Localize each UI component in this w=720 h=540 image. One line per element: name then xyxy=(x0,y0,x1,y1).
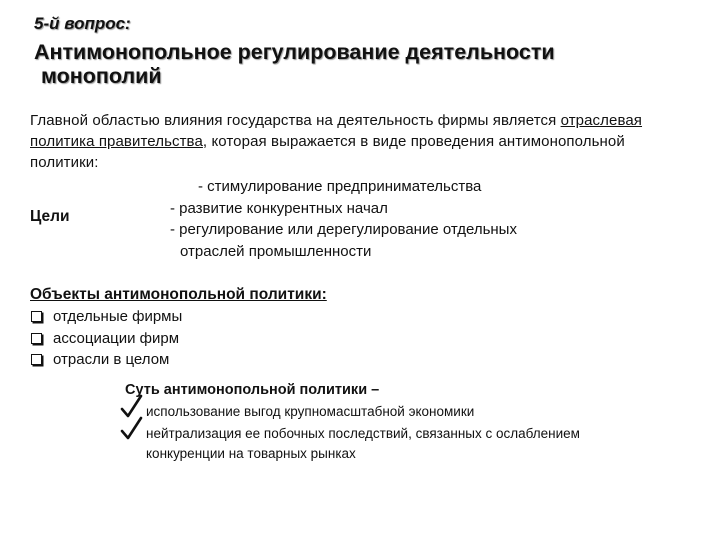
goal-item xyxy=(170,198,670,220)
intro-paragraph xyxy=(30,110,680,173)
essence-list xyxy=(120,402,620,466)
list-item xyxy=(120,424,620,464)
question-label: 5-й вопрос: xyxy=(34,14,131,33)
title-line-2: монополий xyxy=(41,64,162,88)
slide-title xyxy=(34,40,694,88)
goals-list xyxy=(170,176,670,262)
goals-label: Цели xyxy=(30,208,70,225)
list-item xyxy=(120,402,620,422)
essence-title: Суть антимонопольной политики – xyxy=(125,382,380,398)
goal-text: - регулирование или дерегулирование отдельных xyxy=(170,221,517,238)
object-text: отрасли в целом xyxy=(53,351,170,368)
object-text: отдельные фирмы xyxy=(53,308,183,325)
list-item xyxy=(30,306,182,328)
list-item xyxy=(30,328,182,350)
title-line-1: Антимонопольное регулирование деятельности xyxy=(34,40,555,64)
checkbox-bullet-icon xyxy=(31,311,42,322)
objects-title: Объекты антимонопольной политики: xyxy=(30,286,327,303)
checkbox-bullet-icon xyxy=(31,333,42,344)
goal-item xyxy=(170,176,670,198)
object-text: ассоциации фирм xyxy=(53,329,180,347)
essence-text: нейтрализация ее побочных последствий, связанных с ослаблением конкуренции на товарных рынках xyxy=(146,426,580,461)
goal-text: - развитие конкурентных начал xyxy=(170,199,388,217)
objects-list xyxy=(30,306,182,371)
checkmark-icon xyxy=(120,416,144,442)
list-item xyxy=(30,349,182,371)
goal-text-continuation: отраслей промышленности xyxy=(180,242,372,260)
intro-text-1: Главной областью влияния государства на деятельность фирмы является xyxy=(30,112,561,129)
goal-text: - стимулирование предпринимательства xyxy=(198,178,482,195)
intro-underlined-phrase: отраслевая политика правительства xyxy=(30,112,643,150)
checkbox-bullet-icon xyxy=(31,354,42,365)
essence-text: использование выгод крупномасштабной экономики xyxy=(146,404,475,419)
intro-text-2: , которая выражается в виде проведения антимонопольной политики: xyxy=(30,133,625,171)
goal-item xyxy=(170,219,670,262)
